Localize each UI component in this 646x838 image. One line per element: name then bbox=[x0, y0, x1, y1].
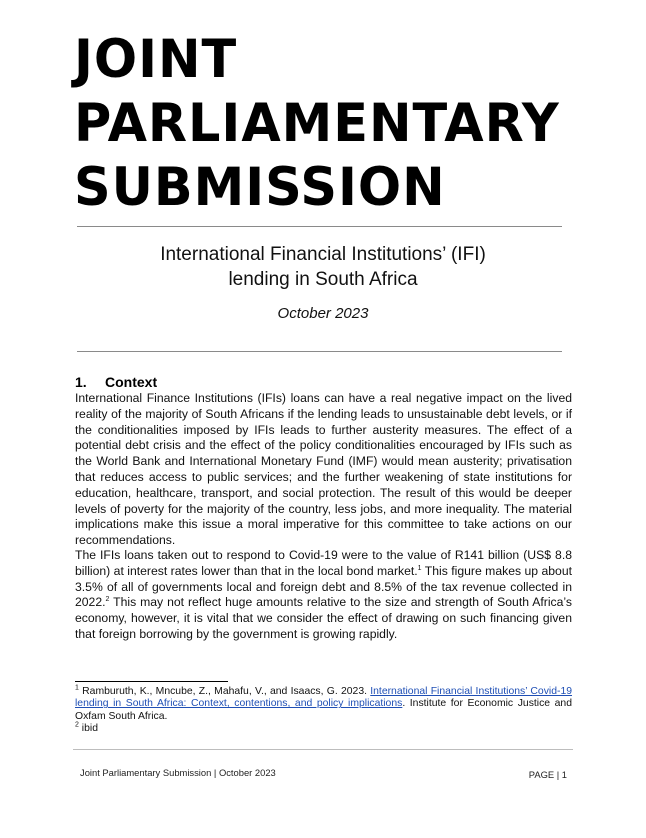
title-line: JOINT bbox=[74, 29, 238, 90]
title-line: SUBMISSION bbox=[74, 157, 446, 218]
section-number: 1. bbox=[75, 374, 87, 390]
footnote-link[interactable]: International Financial Institutions’ Covid-19 lending in South Africa: Context, contentions, and policy implications bbox=[75, 686, 572, 710]
section-title: Context bbox=[105, 374, 158, 390]
title-divider bbox=[77, 226, 562, 227]
footnote-marker: 1 bbox=[75, 684, 79, 692]
document-subtitle bbox=[100, 242, 546, 292]
footnote-ref[interactable]: 2 bbox=[105, 596, 110, 604]
subtitle-line: lending in South Africa bbox=[228, 269, 418, 290]
paragraph-text: The IFIs loans taken out to respond to Covid-19 were to the value of R141 billion (US$ 8.8 billion) at interest rates lower than that in the local bond market. bbox=[75, 548, 572, 578]
subtitle-divider bbox=[77, 351, 562, 352]
subtitle-line: International Financial Institutions’ (IFI) bbox=[160, 244, 486, 265]
footnote-separator bbox=[75, 681, 228, 682]
paragraph-context: International Finance Institutions (IFIs) loans can have a real negative impact on the lived reality of the majority of South Africans if the lending leads to unsustainable debt levels, or if the conditionalities imposed by IFIs leads to further austerity measures. The effect of a potential debt crisis and the effect of the policy conditionalities encouraged by IFIs such as the World Bank and International Monetary Fund (IMF) would mean austerity; privatisation that reduces access to public services; and the further weakening of state institutions for education, healthcare, transport, and social protection. The result of this would be deeper levels of poverty for the majority of the country, less jobs, and more inequality. The material implications make this issue a moral imperative for this committee to take actions on our recommendations. bbox=[75, 391, 572, 548]
footnote-text: Ramburuth, K., Mncube, Z., Mahafu, V., and Isaacs, G. 2023. bbox=[78, 686, 371, 697]
footnote-item bbox=[75, 723, 572, 735]
section-heading bbox=[75, 374, 157, 390]
footnotes bbox=[75, 686, 572, 736]
paragraph-text: This may not reflect huge amounts relative to the size and strength of South Africa’s economy, however, it is vital that we consider the effect of drawing on such financing given that foreign borrowing by the government is growing rapidly. bbox=[75, 595, 572, 641]
paragraph-text: This figure makes up about 3.5% of all of governments local and foreign debt and 8.5% of the tax revenue collected in 2022. bbox=[75, 563, 573, 610]
footer-divider bbox=[73, 749, 573, 750]
title-line: PARLIAMENTARY bbox=[74, 93, 560, 154]
footer-label: Joint Parliamentary Submission | October 2023 bbox=[80, 767, 276, 778]
footnote-ref[interactable]: 1 bbox=[417, 564, 422, 572]
footnote-text: ibid bbox=[78, 723, 98, 735]
document-title bbox=[74, 28, 573, 220]
document-date: October 2023 bbox=[277, 305, 369, 322]
footnote-marker: 2 bbox=[75, 721, 79, 729]
footnote-text: . Institute for Economic Justice and Oxfam South Africa. bbox=[75, 698, 572, 722]
footnote-item bbox=[75, 686, 572, 723]
paragraph-ifi-loans bbox=[75, 548, 572, 643]
page-number: PAGE | 1 bbox=[528, 769, 567, 780]
